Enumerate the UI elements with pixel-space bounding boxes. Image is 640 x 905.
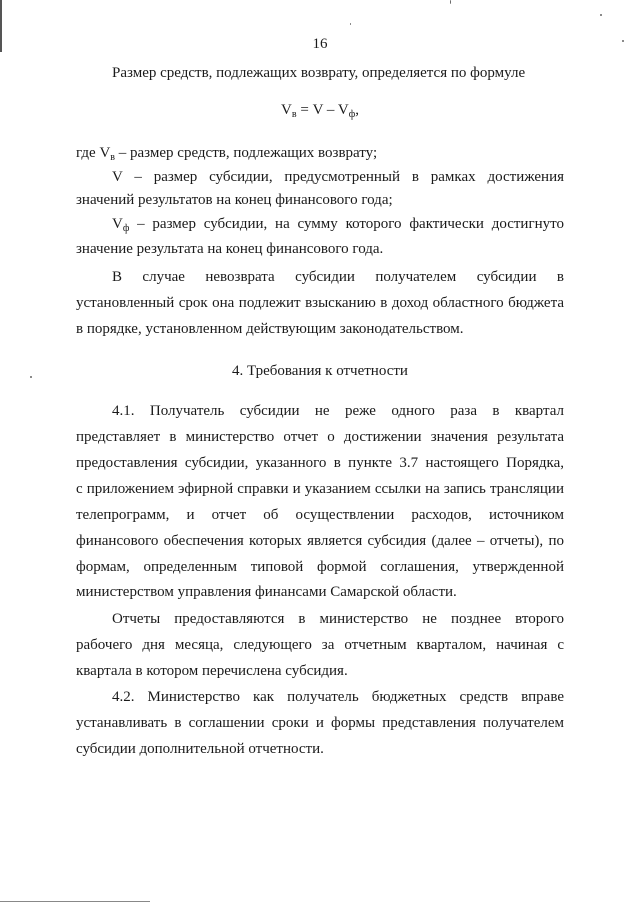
para-4-1-line: телепрограмм, и отчет об осуществлении расходов, источником [76,507,564,523]
para-4-1-line: формам, определенным типовой формой соглашения, утвержденной [76,559,564,575]
definition-v-line2: значений результатов на конец финансового года; [76,192,393,208]
refund-line-1: В случае невозврата субсидии получателем субсидии в [112,269,564,285]
definition-vf-prefix: V [112,216,123,232]
refund-line-3: в порядке, установленном действующим законодательством. [76,321,464,337]
reports-line: Отчеты предоставляются в министерство не позднее второго [112,611,564,627]
scan-speck [622,40,624,42]
definition-vv-prefix: где V [76,145,111,161]
scan-speck [30,376,32,378]
formula-rhs-sub: ф [348,109,356,120]
section-heading: 4. Требования к отчетности [232,363,408,379]
definition-vf-line1 [112,215,564,233]
scan-speck [350,23,351,25]
formula-lhs: V [281,102,292,118]
formula-tail: , [355,102,359,118]
page-number: 16 [312,36,328,52]
para-4-1-line: 4.1. Получатель субсидии не реже одного раза в квартал [112,403,564,419]
scan-bottom-edge [0,901,150,902]
scan-speck [450,0,451,4]
scan-speck [600,14,602,16]
definition-vv-text: – размер средств, подлежащих возврату; [115,145,378,161]
formula [60,101,580,119]
para-4-1-line: финансового обеспечения которых является субсидия (далее – отчеты), по [76,533,564,549]
para-4-2-line: устанавливать в соглашении сроки и формы представления получателем [76,715,564,731]
para-4-2-line: субсидии дополнительной отчетности. [76,741,324,757]
formula-middle: = V – V [296,102,349,118]
reports-line: рабочего дня месяца, следующего за отчетным кварталом, начиная с [76,637,564,653]
para-4-1-line: предоставления субсидии, указанного в пункте 3.7 настоящего Порядка, [76,455,564,471]
scan-left-edge [0,0,2,52]
reports-line: квартала в котором перечислена субсидия. [76,663,348,679]
definition-vf-line2: значение результата на конец финансового года. [76,241,384,257]
definition-vv [76,144,564,162]
para-4-1-line: с приложением эфирной справки и указанием ссылки на запись трансляции [76,481,564,497]
para-4-1-line: представляет в министерство отчет о достижении значения результата [76,429,564,445]
intro-line: Размер средств, подлежащих возврату, определяется по формуле [112,65,526,81]
definition-v-line1: V – размер субсидии, предусмотренный в рамках достижения [112,169,564,185]
definition-vv-sub: в [110,152,116,163]
para-4-2-line: 4.2. Министерство как получатель бюджетных средств вправе [112,689,564,705]
definition-vf-sub: ф [122,223,130,234]
formula-lhs-sub: в [291,109,297,120]
para-4-1-line: министерством управления финансами Самарской области. [76,584,457,600]
refund-line-2: установленный срок она подлежит взысканию в доход областного бюджета [76,295,564,311]
definition-vf-rest: – размер субсидии, на сумму которого фактически достигнуто [129,216,564,232]
